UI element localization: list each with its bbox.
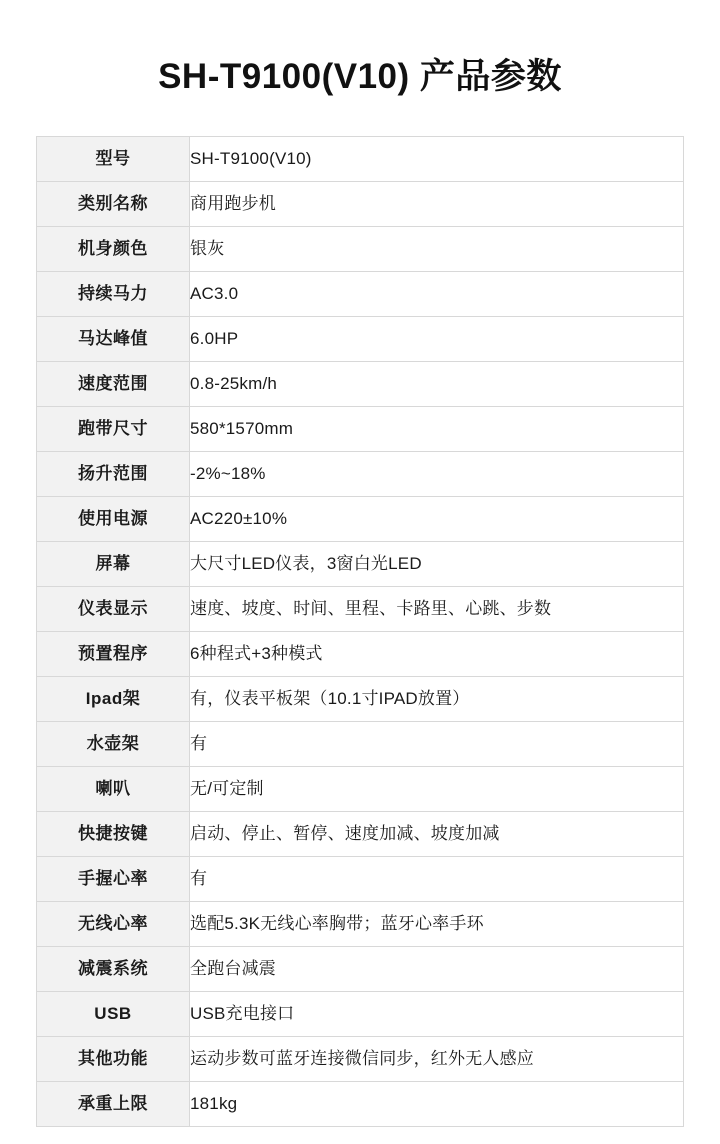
spec-value: USB充电接口 <box>190 992 684 1037</box>
table-row <box>37 542 684 587</box>
spec-label: USB <box>37 992 190 1037</box>
spec-label: 扬升范围 <box>37 452 190 497</box>
table-row <box>37 1037 684 1082</box>
spec-value: 6种程式+3种模式 <box>190 632 684 677</box>
spec-value: 启动、停止、暂停、速度加减、坡度加减 <box>190 812 684 857</box>
spec-value: 181kg <box>190 1082 684 1127</box>
spec-label: 使用电源 <box>37 497 190 542</box>
table-row <box>37 272 684 317</box>
spec-value: 无/可定制 <box>190 767 684 812</box>
table-row <box>37 677 684 722</box>
table-row <box>37 407 684 452</box>
table-row <box>37 452 684 497</box>
table-row <box>37 947 684 992</box>
table-row <box>37 227 684 272</box>
table-row <box>37 857 684 902</box>
spec-label: 手握心率 <box>37 857 190 902</box>
spec-label: 类别名称 <box>37 182 190 227</box>
spec-label: 持续马力 <box>37 272 190 317</box>
table-row <box>37 767 684 812</box>
spec-label: 其他功能 <box>37 1037 190 1082</box>
table-row <box>37 587 684 632</box>
spec-table-body <box>37 137 684 1127</box>
spec-label: 速度范围 <box>37 362 190 407</box>
table-row <box>37 317 684 362</box>
spec-label: 喇叭 <box>37 767 190 812</box>
spec-value: AC3.0 <box>190 272 684 317</box>
spec-label: 预置程序 <box>37 632 190 677</box>
table-row <box>37 812 684 857</box>
spec-value: 全跑台减震 <box>190 947 684 992</box>
spec-value: 商用跑步机 <box>190 182 684 227</box>
spec-value: 有 <box>190 857 684 902</box>
spec-label: 无线心率 <box>37 902 190 947</box>
spec-label: 承重上限 <box>37 1082 190 1127</box>
table-row <box>37 182 684 227</box>
spec-label: 屏幕 <box>37 542 190 587</box>
spec-table <box>36 136 684 1127</box>
table-row <box>37 902 684 947</box>
spec-value: AC220±10% <box>190 497 684 542</box>
spec-label: 机身颜色 <box>37 227 190 272</box>
spec-value: 0.8-25km/h <box>190 362 684 407</box>
table-row <box>37 497 684 542</box>
page-title: SH-T9100(V10) 产品参数 <box>158 57 562 96</box>
spec-value: 银灰 <box>190 227 684 272</box>
spec-value: 速度、坡度、时间、里程、卡路里、心跳、步数 <box>190 587 684 632</box>
table-row <box>37 362 684 407</box>
spec-label: 马达峰值 <box>37 317 190 362</box>
table-row <box>37 632 684 677</box>
table-row <box>37 992 684 1037</box>
spec-value: 580*1570mm <box>190 407 684 452</box>
table-row <box>37 1082 684 1127</box>
spec-label: 仪表显示 <box>37 587 190 632</box>
spec-label: 水壶架 <box>37 722 190 767</box>
spec-value: -2%~18% <box>190 452 684 497</box>
table-row <box>37 722 684 767</box>
spec-label: 快捷按键 <box>37 812 190 857</box>
spec-label: Ipad架 <box>37 677 190 722</box>
spec-value: 6.0HP <box>190 317 684 362</box>
spec-value: 运动步数可蓝牙连接微信同步，红外无人感应 <box>190 1037 684 1082</box>
spec-value: 有 <box>190 722 684 767</box>
spec-value: 选配5.3K无线心率胸带；蓝牙心率手环 <box>190 902 684 947</box>
spec-value: SH-T9100(V10) <box>190 137 684 182</box>
spec-label: 跑带尺寸 <box>37 407 190 452</box>
table-row <box>37 137 684 182</box>
spec-value: 有，仪表平板架（10.1寸IPAD放置） <box>190 677 684 722</box>
spec-label: 型号 <box>37 137 190 182</box>
spec-value: 大尺寸LED仪表，3窗白光LED <box>190 542 684 587</box>
spec-label: 减震系统 <box>37 947 190 992</box>
